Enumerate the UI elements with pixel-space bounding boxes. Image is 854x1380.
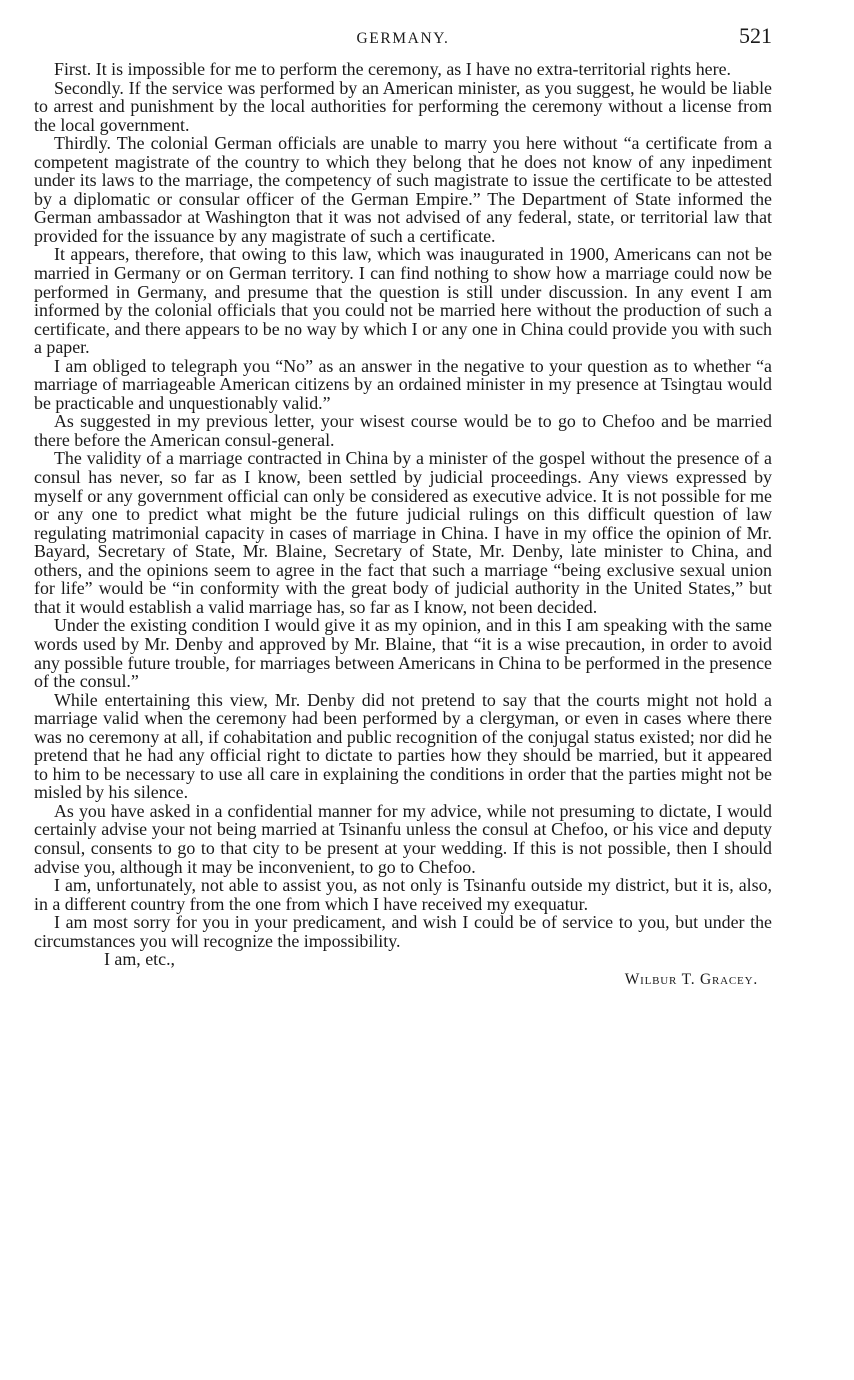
paragraph: I am, unfortunately, not able to assist you, as not only is Tsinanfu outside my district, but it is, also, in a different country from the one from which I have received my exequatur. bbox=[34, 875, 772, 914]
paragraph: It appears, therefore, that owing to this law, which was inaugurated in 1900, Americans can not be married in Germany or on German territory. I can find nothing to show how a marriage could now be performed in Germany, and presume that the question is still under discussion. In any event I am informed by the colonial officials that you could not be married here without the production of such a certificate, and there appears to be no way by which I or any one in China could provide you with such a paper. bbox=[34, 244, 772, 358]
signature: Wilbur T. Gracey. bbox=[624, 970, 758, 988]
paragraph: The validity of a marriage contracted in China by a minister of the gospel without the presence of a consul has never, so far as I know, been settled by judicial proceedings. Any views expressed by myself or any government official can only be considered as executive advice. It is not possible for me or any one to predict what might be the future judicial rulings on this difficult question of law regulating matrimonial capacity in cases of marriage in China. I have in my office the opinion of Mr. Bayard, Secretary of State, Mr. Blaine, Secretary of State, Mr. Denby, late minister to China, and others, and the opinions seem to agree in the fact that such a marriage “being exclusive sexual union for life” would be “in conformity with the great body of judicial authority in the United States,” but that it would establish a valid marriage has, so far as I know, not been decided. bbox=[34, 448, 772, 617]
paragraph: I am most sorry for you in your predicament, and wish I could be of service to you, but under the circumstances you will recognize the impossibility. bbox=[34, 912, 772, 951]
page-number: 521 bbox=[739, 23, 772, 48]
paragraph: As you have asked in a confidential manner for my advice, while not presuming to dictate, I would certainly advise your not being married at Tsinanfu unless the consul at Chefoo, or his vice and deputy consul, consents to go to that city to be present at your wedding. If this is not possible, then I should advise you, although it may be inconvenient, to go to Chefoo. bbox=[34, 800, 772, 877]
letter-closing: I am, etc., bbox=[104, 949, 176, 970]
letter-body bbox=[34, 60, 772, 950]
paragraph: As suggested in my previous letter, your wisest course would be to go to Chefoo and be married there before the American consul-general. bbox=[34, 411, 772, 450]
paragraph: Under the existing condition I would give it as my opinion, and in this I am speaking with the same words used by Mr. Denby and approved by Mr. Blaine, that “it is a wise precaution, in order to avoid any possible future trouble, for marriages between Americans in China to be performed in the presence of the consul.” bbox=[34, 615, 772, 692]
paragraph: I am obliged to telegraph you “No” as an answer in the negative to your question as to whether “a marriage of marriageable American citizens by an ordained minister in my presence at Tsingtau would be practicable and unquestionably valid.” bbox=[34, 355, 772, 413]
paragraph: While entertaining this view, Mr. Denby did not pretend to say that the courts might not hold a marriage valid when the ceremony had been performed by a clergyman, or even in cases where there was no ceremony at all, if cohabitation and public recognition of the conjugal status existed; nor did he pretend that he had any official right to dictate to parties how they should be married, but it appeared to him to be necessary to use all care in explaining the conditions in order that the parties might not be misled by his silence. bbox=[34, 689, 772, 803]
paragraph: First. It is impossible for me to perform the ceremony, as I have no extra-territorial rights here. bbox=[54, 59, 731, 79]
paragraph: Thirdly. The colonial German officials are unable to marry you here without “a certificate from a competent magistrate of the country to which they belong that he does not know of any inpediment under its laws to the marriage, the competency of such magistrate to issue the certificate to be attested by a diplomatic or consular officer of the German Empire.” The Department of State informed the German ambassador at Washington that it was not advised of any federal, state, or territorial law that provided for the issuance by any magistrate of such a certificate. bbox=[34, 133, 772, 246]
paragraph: Secondly. If the service was performed by an American minister, as you suggest, he would be liable to arrest and punishment by the local authorities for performing the ceremony without a license from the local government. bbox=[34, 77, 772, 135]
document-page bbox=[34, 22, 772, 989]
page-header bbox=[34, 22, 772, 60]
running-head: GERMANY. bbox=[356, 30, 450, 47]
